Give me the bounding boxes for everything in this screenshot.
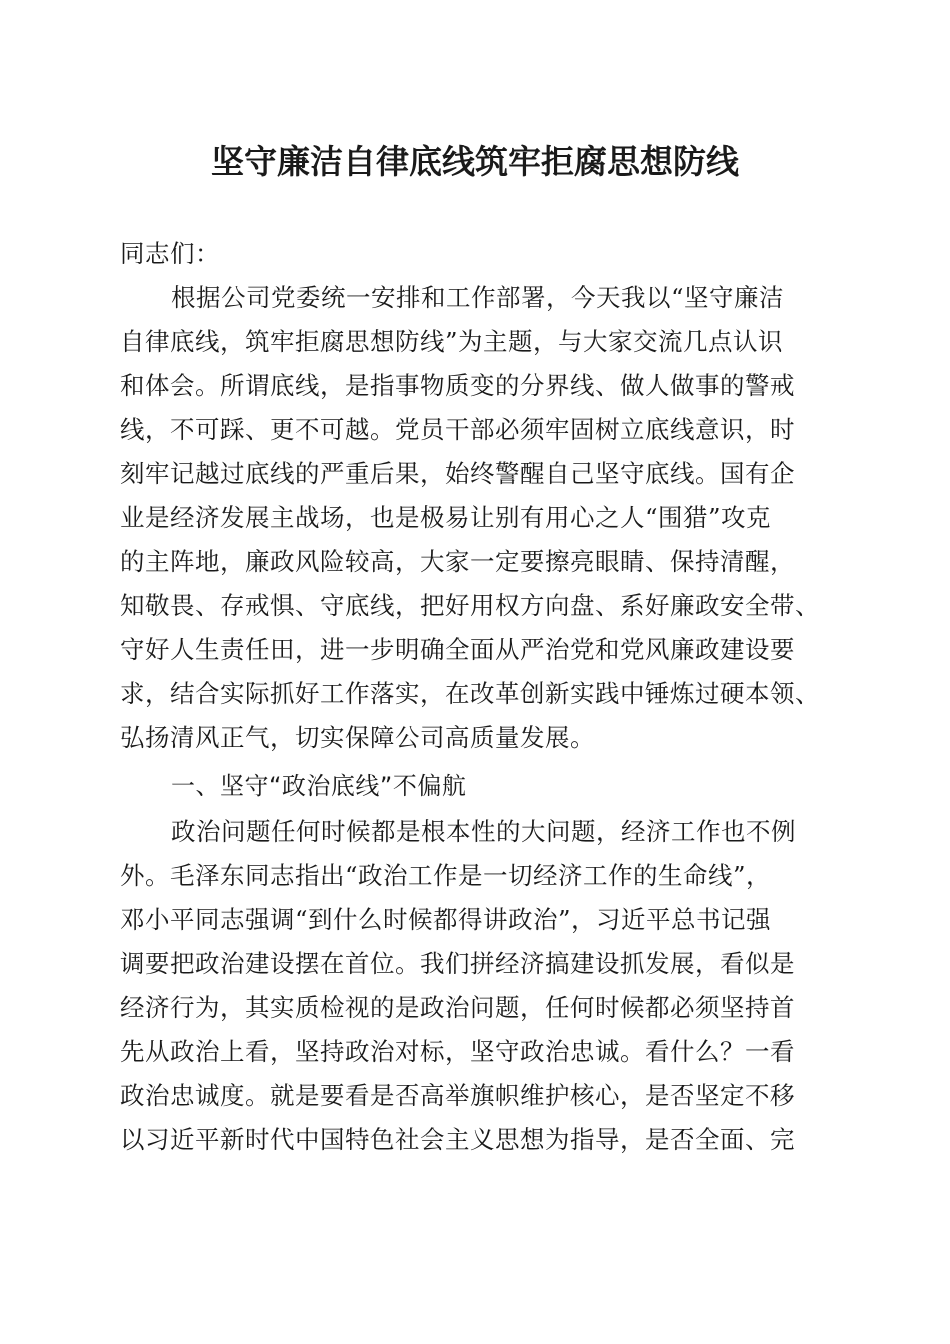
paragraph-line: 守好人生责任田，进一步明确全面从严治党和党风廉政建设要: [120, 635, 795, 664]
paragraph-line: 刻牢记越过底线的严重后果，始终警醒自己坚守底线。国有企: [120, 459, 795, 488]
paragraph-line: 政治问题任何时候都是根本性的大问题，经济工作也不例: [171, 817, 796, 846]
paragraph-line: 知敬畏、存戒惧、守底线，把好用权方向盘、系好廉政安全带、: [120, 591, 820, 620]
document-title: 坚守廉洁自律底线筑牢拒腐思想防线: [211, 142, 739, 181]
paragraph-line: 政治忠诚度。就是要看是否高举旗帜维护核心，是否坚定不移: [120, 1081, 795, 1110]
paragraph-line: 邓小平同志强调“到什么时候都得讲政治”，习近平总书记强: [120, 905, 772, 934]
paragraph-line: 求，结合实际抓好工作落实，在改革创新实践中锤炼过硬本领、: [120, 679, 820, 708]
paragraph-line: 业是经济发展主战场，也是极易让别有用心之人“围猎”攻克: [120, 503, 772, 532]
paragraph-line: 根据公司党委统一安排和工作部署，今天我以“坚守廉洁: [171, 283, 785, 312]
paragraph-line: 先从政治上看，坚持政治对标，坚守政治忠诚。看什么？一看: [120, 1037, 795, 1066]
paragraph-line: 和体会。所谓底线，是指事物质变的分界线、做人做事的警戒: [120, 371, 795, 400]
paragraph-line: 调要把政治建设摆在首位。我们拼经济搞建设抓发展，看似是: [120, 949, 795, 978]
paragraph-line: 弘扬清风正气，切实保障公司高质量发展。: [120, 723, 595, 752]
paragraph-line: 线，不可踩、更不可越。党员干部必须牢固树立底线意识，时: [120, 415, 795, 444]
paragraph-line: 经济行为，其实质检视的是政治问题，任何时候都必须坚持首: [120, 993, 795, 1022]
salutation: 同志们：: [120, 239, 220, 268]
section-heading: 一、坚守“政治底线”不偏航: [171, 772, 467, 800]
paragraph-line: 的主阵地，廉政风险较高，大家一定要擦亮眼睛、保持清醒，: [120, 547, 795, 576]
paragraph-line: 以习近平新时代中国特色社会主义思想为指导，是否全面、完: [120, 1125, 795, 1154]
paragraph-line: 外。毛泽东同志指出“政治工作是一切经济工作的生命线”，: [120, 861, 772, 890]
paragraph-line: 自律底线，筑牢拒腐思想防线”为主题，与大家交流几点认识: [120, 327, 784, 356]
